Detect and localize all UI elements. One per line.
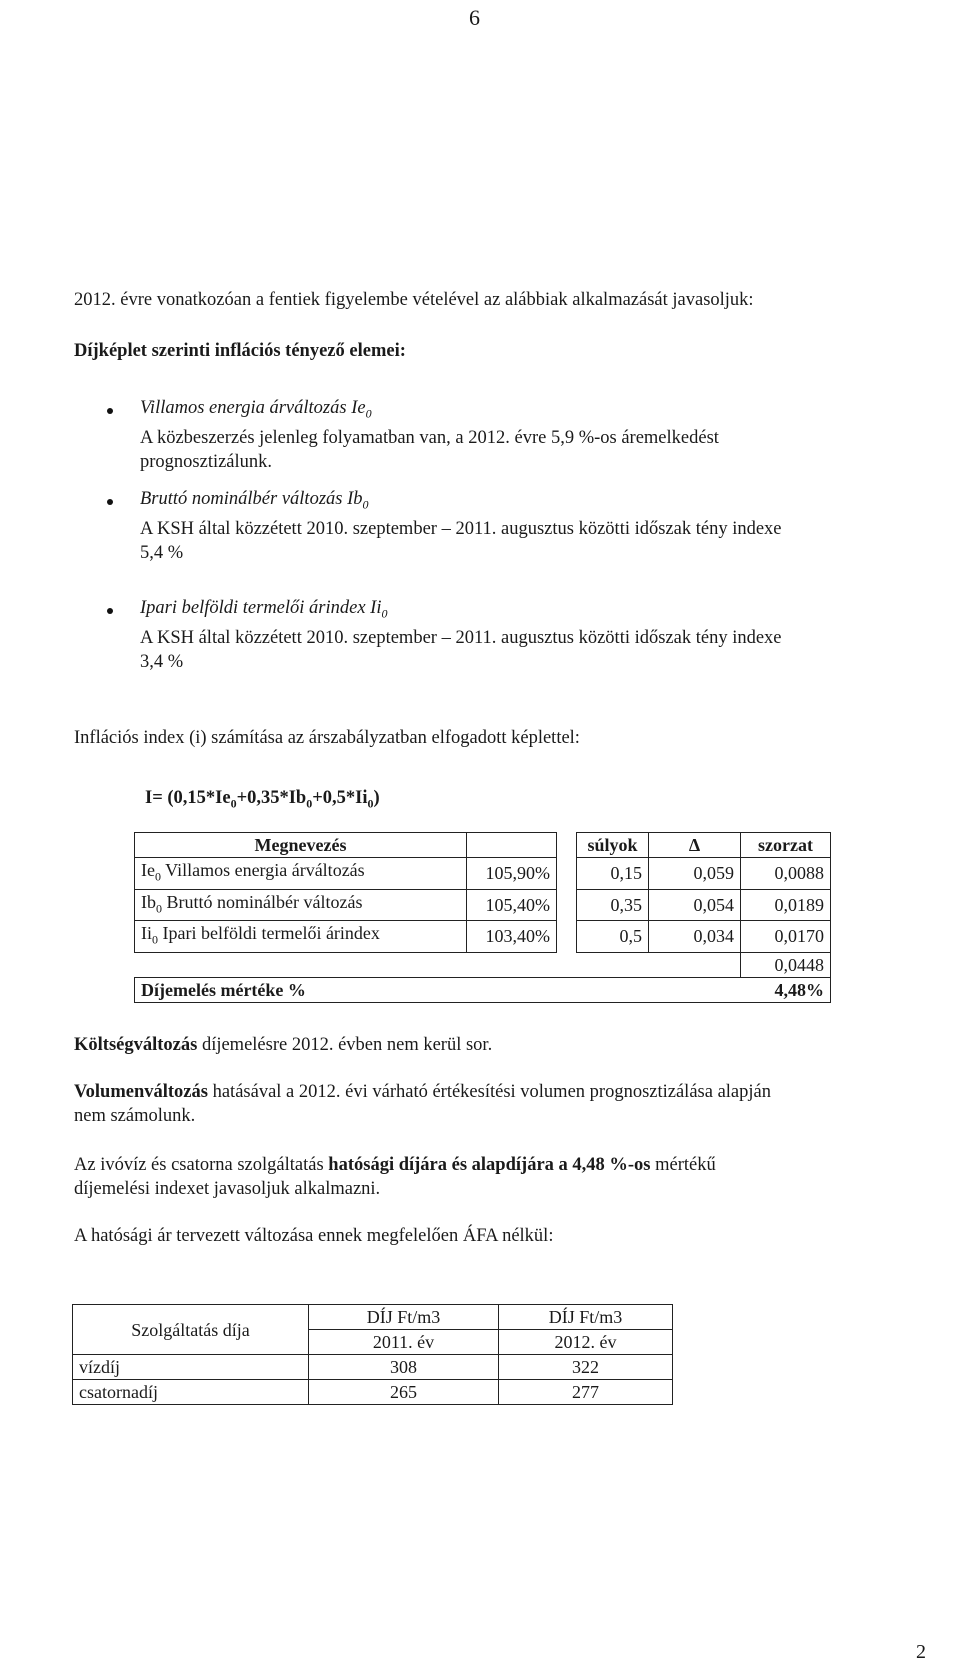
bullet-dot-3 [107, 608, 113, 614]
table-row: $Ie_0$ Villamos energia árváltozás 105,90% 0,15 0,059 0,0088 [135, 858, 831, 890]
volume-change-paragraph: Volumenváltozás hatásával a 2012. évi várható értékesítési volumen prognosztizálása alapján nem számolunk. [74, 1082, 771, 1126]
bullet-dot-2 [107, 499, 113, 505]
result-label: Díjemelés mértéke % [135, 977, 741, 1002]
fee-table: Szolgáltatás díja DÍJ Ft/m3 DÍJ Ft/m3 2011. év 2012. év vízdíj 308 322 csatornadíj 265 277 [72, 1304, 673, 1405]
result-value: 4,48% [741, 977, 831, 1002]
header-product: szorzat [741, 833, 831, 858]
bullet-text-3a: A KSH által közzétett 2010. szeptember – 2011. augusztus közötti időszak tény indexe [140, 627, 782, 648]
page-number-top: 6 [469, 5, 480, 30]
sum-value: 0,0448 [741, 952, 831, 977]
bullet-text-1b: prognosztizálunk. [140, 451, 273, 472]
formula: $I= (0,15*Ie_0+0,35*Ib_0+0,5*Ii_0)$ [145, 788, 380, 811]
bullet-text-1a: A közbeszerzés jelenleg folyamatban van, a 2012. évre 5,9 %-os áremelkedést [140, 427, 719, 448]
calc-table [134, 832, 831, 1003]
bullet-title-2: Bruttó nominálbér változás Ib [140, 489, 363, 509]
page-number-bottom: 2 [916, 1641, 926, 1663]
table-row: $Ii_0$ Ipari belföldi termelői árindex 103,40% 0,5 0,034 0,0170 [135, 921, 831, 953]
bullet-item-3: Ipari belföldi termelői árindex $Ii_0$ A KSH által közzétett 2010. szeptember – 2011. augusztus közötti időszak tény indexe 3,4 % [140, 598, 782, 672]
table-row: vízdíj 308 322 [73, 1355, 673, 1380]
price-change-paragraph: A hatósági ár tervezett változása ennek megfelelően ÁFA nélkül: [74, 1226, 554, 1246]
bullet-item-1: Villamos energia árváltozás $Ie_0$ A közbeszerzés jelenleg folyamatban van, a 2012. évre 5,9 %-os áremelkedést prognosztizálunk. [140, 398, 719, 472]
fee-label: Szolgáltatás díja [73, 1305, 309, 1355]
index-paragraph: Inflációs index (i) számítása az árszabályzatban elfogadott képlettel: [74, 728, 580, 748]
section-heading: Díjképlet szerinti inflációs tényező elemei: [74, 341, 406, 361]
bullet-item-2: Bruttó nominálbér változás $Ib_0$ A KSH által közzétett 2010. szeptember – 2011. augusztus közötti időszak tény indexe 5,4 % [140, 489, 782, 563]
proposal-paragraph: Az ivóvíz és csatorna szolgáltatás hatósági díjára és alapdíjára a 4,48 %-os mértékű díjemelési indexet javasoljuk alkalmazni. [74, 1155, 716, 1199]
result-row [135, 977, 831, 1002]
cost-change-paragraph: Költségváltozás díjemelésre 2012. évben nem kerül sor. [74, 1035, 493, 1055]
header-name: Megnevezés [135, 833, 467, 858]
header-delta: Δ [649, 833, 741, 858]
bullet-title-1: Villamos energia árváltozás Ie [140, 398, 366, 418]
bullet-text-2b: 5,4 % [140, 542, 184, 563]
bullet-text-3b: 3,4 % [140, 651, 184, 672]
bullet-dot-1 [107, 408, 113, 414]
calc-header-row [135, 833, 831, 858]
header-weights: súlyok [577, 833, 649, 858]
bullet-text-2a: A KSH által közzétett 2010. szeptember – 2011. augusztus közötti időszak tény indexe [140, 518, 782, 539]
sum-row [135, 952, 831, 977]
intro-paragraph: 2012. évre vonatkozóan a fentiek figyelembe vételével az alábbiak alkalmazását javasoljuk: [74, 290, 754, 310]
bullet-title-3: Ipari belföldi termelői árindex Ii [140, 598, 382, 618]
table-row: $Ib_0$ Bruttó nominálbér változás 105,40% 0,35 0,054 0,0189 [135, 889, 831, 921]
table-row: csatornadíj 265 277 [73, 1380, 673, 1405]
